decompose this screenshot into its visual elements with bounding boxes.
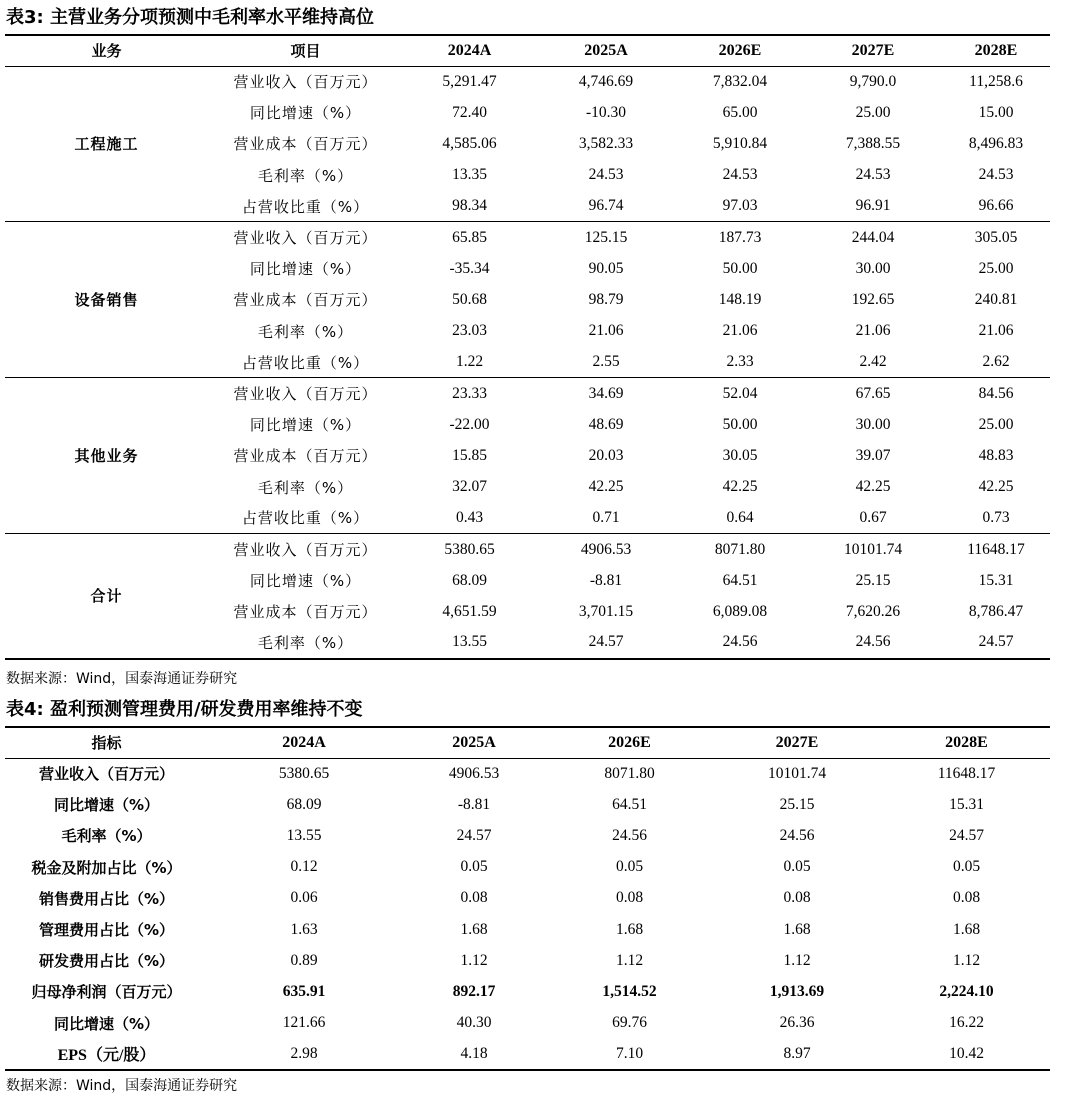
row-label: 营业成本（百万元） (233, 447, 378, 466)
table-row (5, 1039, 1050, 1070)
value-cell: 635.91 (282, 982, 326, 1000)
value-cell: -22.00 (449, 415, 490, 433)
value-cell: 42.25 (722, 478, 758, 496)
value-cell: 125.15 (536, 222, 676, 253)
table3-header-year: 2028E (942, 35, 1050, 66)
metric-label: 毛利率（%） (61, 827, 152, 846)
value-cell: 148.19 (718, 290, 762, 308)
metric-label: 同比增速（%） (53, 1014, 160, 1033)
metric-label: EPS（元/股） (57, 1047, 156, 1065)
value-cell: 1.12 (952, 951, 981, 969)
value-cell: 25.00 (978, 259, 1014, 277)
value-cell: 23.03 (452, 322, 487, 340)
value-cell: 40.30 (456, 1014, 492, 1032)
value-cell: 90.05 (588, 259, 624, 277)
table4-header-metric: 指标 (5, 727, 208, 758)
value-cell: 25.00 (855, 103, 891, 121)
value-cell: 24.56 (612, 826, 647, 844)
row-label: 占营收比重（%） (241, 509, 370, 528)
value-cell: 30.05 (722, 446, 758, 464)
value-cell: 4906.53 (448, 764, 500, 782)
value-cell: 24.53 (588, 166, 624, 184)
table-row (5, 820, 1050, 851)
value-cell: 2.33 (726, 353, 754, 371)
row-label: 毛利率（%） (257, 478, 354, 497)
table4-header-year: 2028E (883, 727, 1050, 758)
value-cell: 10.42 (949, 1044, 984, 1062)
value-cell: 2.98 (290, 1044, 318, 1062)
metric-label: 同比增速（%） (53, 796, 160, 815)
table-row (5, 883, 1050, 914)
value-cell: 187.73 (676, 222, 804, 253)
value-cell: 25.15 (855, 571, 891, 589)
value-cell: 15.85 (452, 446, 487, 464)
table4-body (5, 758, 1050, 1070)
value-cell: 10101.74 (804, 534, 942, 565)
value-cell: 42.25 (855, 478, 891, 496)
metric-label: 销售费用占比（%） (38, 889, 175, 908)
value-cell: -35.34 (449, 259, 490, 277)
value-cell: 98.79 (588, 290, 624, 308)
value-cell: 96.91 (855, 197, 891, 215)
metric-label: 归母净利润（百万元） (31, 983, 182, 1002)
value-cell: -10.30 (585, 103, 627, 121)
value-cell: 13.55 (286, 826, 322, 844)
value-cell: 26.36 (779, 1014, 815, 1032)
value-cell: 96.74 (588, 197, 624, 215)
value-cell: 1.68 (783, 920, 811, 938)
table3 (5, 34, 1050, 660)
value-cell: 67.65 (804, 378, 942, 409)
value-cell: 20.03 (588, 446, 624, 464)
value-cell: 4,585.06 (442, 134, 497, 152)
value-cell: 3,701.15 (578, 602, 634, 620)
value-cell: 24.57 (456, 826, 492, 844)
table3-header-row (5, 35, 1050, 66)
table-row (5, 378, 1050, 409)
value-cell: 1.68 (460, 920, 488, 938)
value-cell: 6,089.08 (712, 602, 768, 620)
value-cell: -8.81 (589, 571, 623, 589)
value-cell: 69.76 (612, 1014, 647, 1032)
table3-header-year: 2027E (804, 35, 942, 66)
value-cell: 23.33 (403, 378, 536, 409)
value-cell: 1.12 (783, 951, 811, 969)
value-cell: 50.68 (452, 290, 487, 308)
value-cell: 892.17 (452, 982, 496, 1000)
value-cell: 5380.65 (278, 764, 330, 782)
value-cell: 4,746.69 (578, 72, 634, 90)
table-row (5, 976, 1050, 1007)
table3-header-year: 2025A (536, 35, 676, 66)
table-row (5, 758, 1050, 789)
value-cell: 21.06 (978, 322, 1014, 340)
value-cell: 7,620.26 (845, 602, 901, 620)
table-row (5, 789, 1050, 820)
value-cell: 65.85 (403, 222, 536, 253)
value-cell: 3,582.33 (578, 134, 634, 152)
value-cell: 8071.80 (676, 534, 804, 565)
value-cell: 34.69 (536, 378, 676, 409)
table-row (5, 1008, 1050, 1039)
table-row (5, 914, 1050, 945)
row-label: 毛利率（%） (257, 322, 354, 341)
value-cell: 21.06 (722, 322, 758, 340)
value-cell: 9,790.0 (849, 72, 897, 90)
table4-header-year: 2027E (711, 727, 883, 758)
value-cell: 11648.17 (937, 764, 996, 782)
value-cell: 24.56 (779, 826, 815, 844)
value-cell: 24.53 (855, 166, 891, 184)
value-cell: 13.55 (452, 633, 487, 651)
table4-header-year: 2026E (548, 727, 711, 758)
value-cell: 244.04 (804, 222, 942, 253)
value-cell: 8071.80 (604, 764, 655, 782)
value-cell: 0.08 (952, 889, 981, 907)
row-label: 同比增速（%） (249, 104, 362, 123)
value-cell: 0.06 (290, 889, 318, 907)
value-cell: 0.08 (783, 889, 811, 907)
value-cell: 39.07 (855, 446, 891, 464)
value-cell: 24.57 (949, 826, 984, 844)
row-label: 营业收入（百万元） (233, 73, 378, 92)
value-cell: 25.00 (978, 415, 1014, 433)
value-cell: 5,291.47 (442, 72, 497, 90)
value-cell: 0.73 (982, 508, 1010, 526)
row-label: 营业收入（百万元） (208, 534, 403, 565)
segment-name: 其他业务 (5, 378, 208, 534)
table-row (5, 945, 1050, 976)
value-cell: 68.09 (452, 571, 487, 589)
value-cell: 4906.53 (536, 534, 676, 565)
value-cell: 21.06 (588, 322, 624, 340)
table4-header-year: 2025A (400, 727, 548, 758)
value-cell: 8,496.83 (968, 134, 1024, 152)
value-cell: 0.05 (615, 858, 644, 876)
value-cell: 1.22 (455, 353, 484, 371)
segment-name: 工程施工 (74, 135, 139, 154)
value-cell: 0.12 (290, 858, 318, 876)
value-cell: 52.04 (676, 378, 804, 409)
value-cell: 192.65 (851, 290, 895, 308)
value-cell: 121.66 (282, 1014, 326, 1032)
value-cell: 24.57 (588, 633, 624, 651)
metric-label: 管理费用占比（%） (38, 921, 175, 940)
value-cell: 0.08 (460, 889, 488, 907)
value-cell: 24.56 (855, 633, 891, 651)
value-cell: 72.40 (452, 103, 487, 121)
value-cell: 15.31 (978, 571, 1014, 589)
segment-name: 合计 (5, 534, 208, 659)
value-cell: 64.51 (612, 795, 647, 813)
value-cell: 0.05 (952, 858, 981, 876)
value-cell: 8.97 (783, 1044, 811, 1062)
table3-source: 数据来源：Wind，国泰海通证券研究 (6, 671, 238, 687)
value-cell: 2.55 (592, 353, 620, 371)
table3-body (5, 66, 1050, 659)
value-cell: 4.18 (460, 1044, 488, 1062)
metric-label: 税金及附加占比（%） (31, 858, 182, 877)
table-row (5, 852, 1050, 883)
row-label: 毛利率（%） (257, 166, 354, 185)
value-cell: 5,910.84 (712, 134, 768, 152)
value-cell: 5380.65 (403, 534, 536, 565)
table4-source: 数据来源：Wind，国泰海通证券研究 (6, 1078, 238, 1094)
value-cell: 11,258.6 (969, 72, 1023, 90)
value-cell: 8,786.47 (968, 602, 1024, 620)
value-cell: 2,224.10 (939, 982, 994, 1000)
value-cell: 0.71 (592, 508, 620, 526)
value-cell: 1.12 (460, 951, 488, 969)
table3-header-segment: 业务 (5, 35, 208, 66)
value-cell: 42.25 (978, 478, 1014, 496)
value-cell: 0.67 (859, 508, 887, 526)
value-cell: 64.51 (722, 571, 758, 589)
value-cell: 7,388.55 (845, 134, 901, 152)
table3-header-year: 2026E (676, 35, 804, 66)
value-cell: 24.53 (722, 166, 758, 184)
value-cell: 25.15 (779, 795, 815, 813)
value-cell: 0.64 (726, 508, 754, 526)
row-label: 毛利率（%） (257, 633, 354, 652)
value-cell: 1,514.52 (602, 982, 657, 1000)
value-cell: 96.66 (978, 197, 1014, 215)
value-cell: 7.10 (615, 1044, 644, 1062)
table4-title: 表4: 盈利预测管理费用/研发费用率维持不变 (6, 699, 363, 720)
metric-label: 研发费用占比（%） (38, 952, 175, 971)
value-cell: -8.81 (457, 795, 491, 813)
row-label: 营业收入（百万元） (208, 222, 403, 253)
row-label: 营业成本（百万元） (233, 603, 378, 622)
row-label: 同比增速（%） (249, 416, 362, 435)
value-cell: 7,832.04 (712, 72, 768, 90)
value-cell: 84.56 (942, 378, 1050, 409)
value-cell: 30.00 (855, 259, 891, 277)
table-row (5, 222, 1050, 253)
row-label: 占营收比重（%） (241, 197, 370, 216)
value-cell: 15.31 (949, 795, 984, 813)
metric-label: 营业收入（百万元） (38, 765, 174, 784)
value-cell: 10101.74 (767, 764, 827, 782)
value-cell: 24.57 (978, 633, 1014, 651)
value-cell: 42.25 (588, 478, 624, 496)
value-cell: 1,913.69 (769, 982, 825, 1000)
value-cell: 65.00 (722, 103, 758, 121)
row-label: 同比增速（%） (249, 260, 362, 279)
value-cell: 24.53 (978, 166, 1014, 184)
table4-header-year: 2024A (208, 727, 400, 758)
row-label: 营业成本（百万元） (233, 135, 378, 154)
row-label: 营业收入（百万元） (208, 378, 403, 409)
table4 (5, 726, 1050, 1071)
value-cell: 24.56 (722, 633, 758, 651)
value-cell: 68.09 (286, 795, 322, 813)
value-cell: 0.05 (783, 858, 811, 876)
value-cell: 1.68 (615, 920, 644, 938)
value-cell: 98.34 (452, 197, 487, 215)
value-cell: 0.43 (455, 508, 484, 526)
value-cell: 15.00 (978, 103, 1014, 121)
value-cell: 1.12 (615, 951, 644, 969)
value-cell: 0.08 (615, 889, 644, 907)
table-row (5, 66, 1050, 97)
value-cell: 240.81 (974, 290, 1018, 308)
value-cell: 11648.17 (942, 534, 1050, 565)
value-cell: 0.89 (290, 951, 318, 969)
value-cell: 50.00 (722, 259, 758, 277)
value-cell: 2.62 (982, 353, 1010, 371)
row-label: 营业成本（百万元） (233, 291, 378, 310)
value-cell: 48.83 (978, 446, 1014, 464)
value-cell: 13.35 (452, 166, 487, 184)
value-cell: 16.22 (949, 1014, 984, 1032)
value-cell: 1.68 (952, 920, 981, 938)
table4-header-row (5, 727, 1050, 758)
table3-header-item: 项目 (208, 35, 403, 66)
value-cell: 48.69 (588, 415, 624, 433)
value-cell: 50.00 (722, 415, 758, 433)
table-row (5, 534, 1050, 565)
row-label: 同比增速（%） (249, 572, 362, 591)
row-label: 占营收比重（%） (241, 353, 370, 372)
value-cell: 32.07 (452, 478, 487, 496)
table3-title: 表3: 主营业务分项预测中毛利率水平维持高位 (6, 7, 374, 28)
value-cell: 1.63 (290, 920, 318, 938)
value-cell: 2.42 (859, 353, 887, 371)
value-cell: 305.05 (942, 222, 1050, 253)
value-cell: 30.00 (855, 415, 891, 433)
value-cell: 4,651.59 (442, 602, 497, 620)
value-cell: 0.05 (460, 858, 488, 876)
value-cell: 21.06 (855, 322, 891, 340)
segment-name: 设备销售 (5, 222, 208, 378)
table3-header-year: 2024A (403, 35, 536, 66)
value-cell: 97.03 (722, 197, 758, 215)
